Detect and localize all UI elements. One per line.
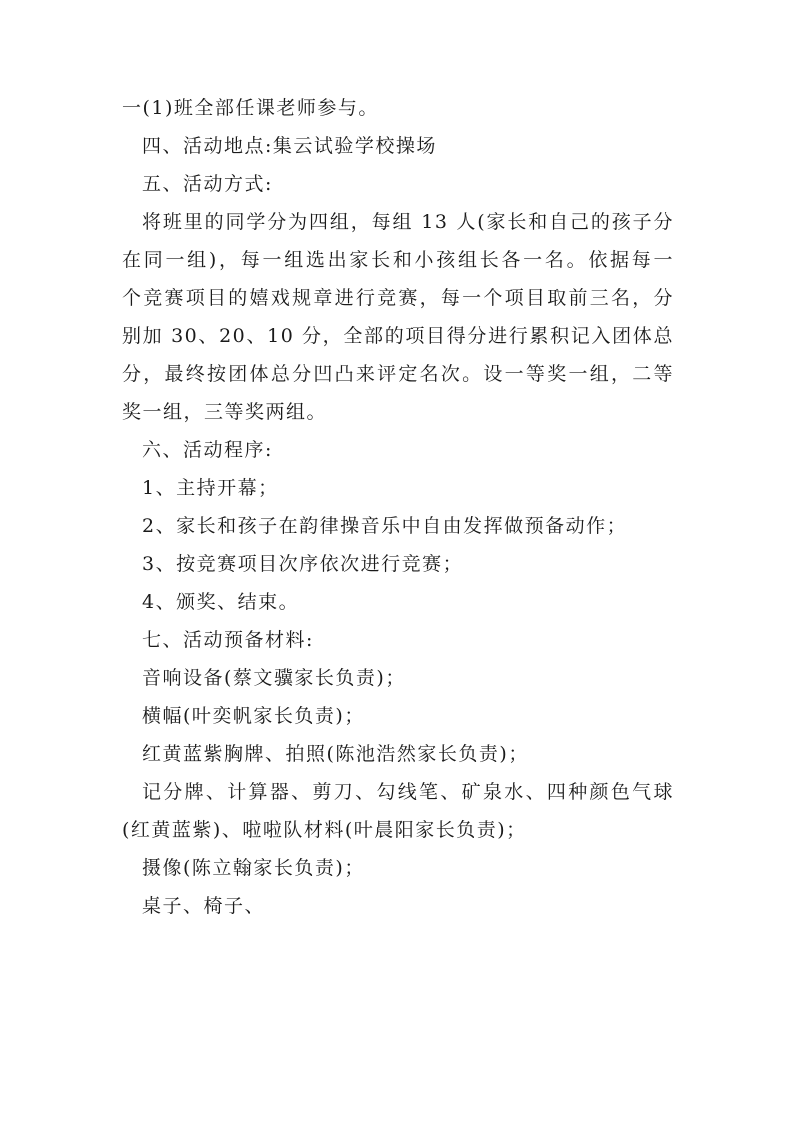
document-body	[122, 98, 674, 934]
text-line: 一(1)班全部任课老师参与。	[122, 97, 379, 119]
text-line: 将班里的同学分为四组，每组 13 人(家长和自己的孩子分	[142, 211, 674, 233]
text-line: (红黄蓝紫)、啦啦队材料(叶晨阳家长负责)；	[122, 819, 527, 841]
section-heading-procedure: 六、活动程序:	[142, 439, 273, 461]
text-line: 奖一组，三等奖两组。	[122, 401, 328, 423]
list-item: 红黄蓝紫胸牌、拍照(陈池浩然家长负责)；	[142, 743, 529, 765]
list-item: 2、家长和孩子在韵律操音乐中自由发挥做预备动作；	[142, 515, 628, 537]
section-heading-location: 四、活动地点:集云试验学校操场	[142, 135, 437, 157]
text-line: 个竞赛项目的嬉戏规章进行竞赛，每一个项目取前三名，分	[122, 287, 674, 309]
list-item: 1、主持开幕；	[142, 477, 279, 499]
list-item: 桌子、椅子、	[142, 895, 266, 917]
text-line: 别加 30、20、10 分，全部的项目得分进行累积记入团体总	[122, 325, 674, 347]
list-item: 3、按竞赛项目次序依次进行竞赛；	[142, 553, 464, 575]
section-heading-materials: 七、活动预备材料:	[142, 629, 314, 651]
list-item: 音响设备(蔡文骥家长负责)；	[142, 667, 406, 689]
section-heading-method: 五、活动方式:	[142, 173, 273, 195]
text-line: 在同一组)，每一组选出家长和小孩组长各一名。依据每一	[122, 249, 674, 271]
list-item: 4、颁奖、结束。	[142, 591, 300, 613]
text-line: 分，最终按团体总分凹凸来评定名次。设一等奖一组，二等	[122, 363, 674, 385]
list-item: 横幅(叶奕帆家长负责)；	[142, 705, 365, 727]
list-item: 摄像(陈立翰家长负责)；	[142, 857, 365, 879]
list-item: 记分牌、计算器、剪刀、勾线笔、矿泉水、四种颜色气球	[142, 781, 674, 803]
